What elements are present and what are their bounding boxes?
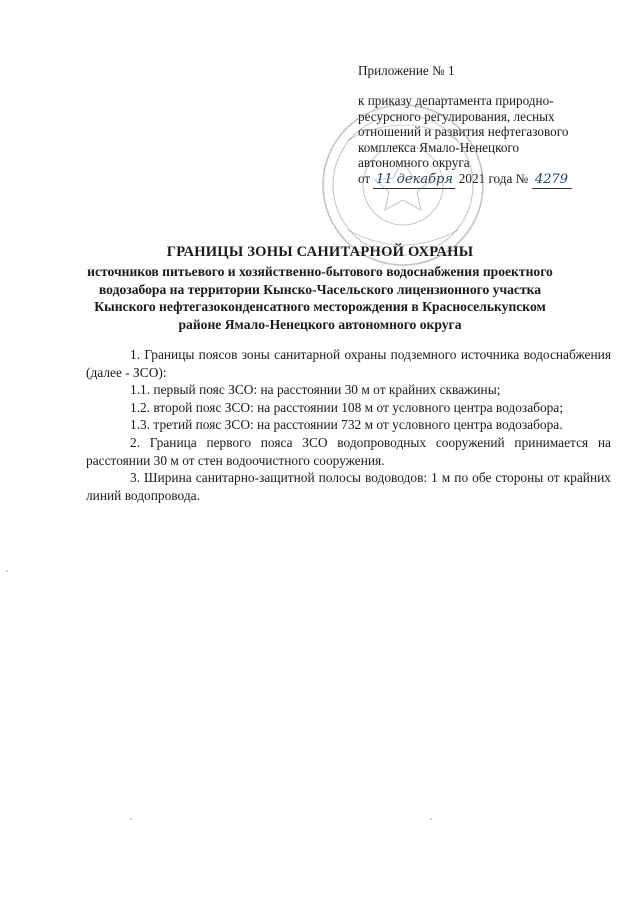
paragraph: 2. Граница первого пояса ЗСО водопроводных сооружений принимается на расстоянии 30 м от стен водоочистного сооружения. — [86, 434, 611, 468]
order-line: автономного округа — [358, 155, 470, 171]
scan-speck — [430, 818, 432, 820]
handwritten-order-number: 4279 — [532, 172, 572, 189]
appendix-label: Приложение № 1 — [358, 63, 455, 78]
document-title: ГРАНИЦЫ ЗОНЫ САНИТАРНОЙ ОХРАНЫ — [166, 244, 474, 260]
paragraph: 3. Ширина санитарно-защитной полосы водоводов: 1 м по обе стороны от крайних линий водопровода. — [86, 470, 611, 503]
handwritten-date: 11 декабря — [373, 172, 455, 189]
date-year: 2021 года № — [458, 170, 529, 186]
order-line: отношений и развития нефтегазового — [358, 124, 569, 140]
order-line: к приказу департамента природно- — [358, 93, 554, 108]
order-date-line — [358, 171, 572, 186]
date-prefix: от — [358, 170, 371, 186]
document-body — [86, 346, 611, 504]
paragraph: 1.1. первый пояс ЗСО: на расстоянии 30 м от крайних скважины; — [130, 382, 501, 398]
document-subtitle: источников питьевого и хозяйственно-бытового водоснабжения проектного водозабора на территории Кынско-Часельского лицензионного участка Кынского нефтегазоконденсатного месторождения в Красноселькупском районе Ямало-Ненецкого автономного округа — [87, 264, 553, 332]
paragraph: 1.2. второй пояс ЗСО: на расстоянии 108 м от условного центра водозабора; — [130, 399, 564, 415]
paragraph: 1.3. третий пояс ЗСО: на расстоянии 732 м от условного центра водозабора. — [130, 417, 563, 433]
scan-speck — [130, 818, 132, 820]
paragraph: 1. Границы поясов зоны санитарной охраны подземного источника водоснабжения (далее - ЗСО): — [86, 347, 611, 380]
order-line: комплекса Ямало-Ненецкого — [358, 139, 520, 155]
scan-speck — [6, 570, 8, 572]
order-line: ресурсного регулирования, лесных — [358, 108, 555, 124]
order-reference — [358, 93, 608, 189]
